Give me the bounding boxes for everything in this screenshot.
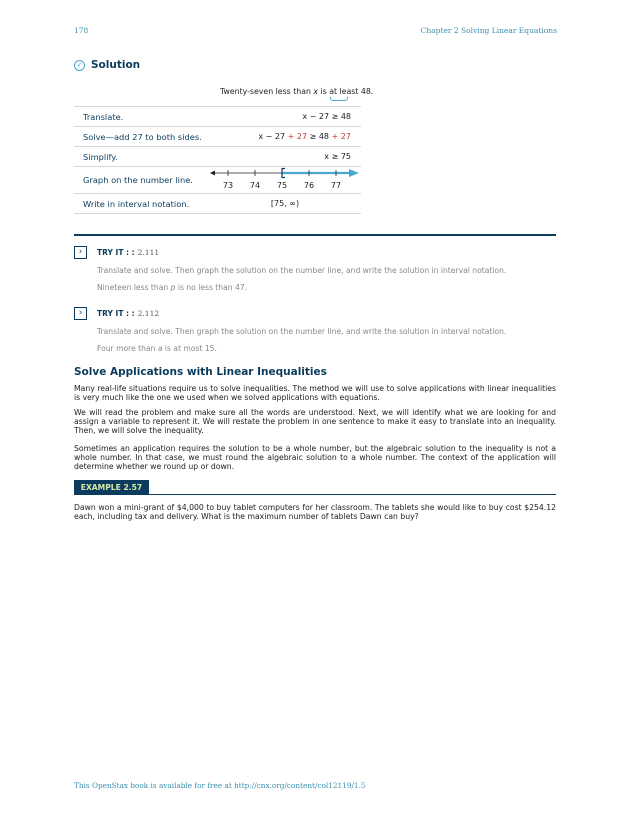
solution-heading <box>74 59 140 71</box>
math-part: x − 27 <box>258 132 288 141</box>
try-it-title: TRY IT : : <box>97 309 135 318</box>
step-math <box>209 127 361 147</box>
try-it-instruction: Translate and solve. Then graph the solution on the number line, and write the solution in interval notation. <box>97 266 507 275</box>
step-label: Graph on the number line. <box>83 175 193 185</box>
step-math: x − 27 ≥ 48 <box>302 112 351 121</box>
section-divider <box>74 234 556 236</box>
number-line-tick-label: 73 <box>222 181 234 190</box>
step-label: Write in interval notation. <box>83 198 190 209</box>
math-part: ≥ 48 <box>307 132 332 141</box>
step-label: Translate. <box>83 111 124 122</box>
try-it-problem <box>97 344 217 353</box>
problem-text: Four more than <box>97 344 158 353</box>
problem-text-end: is at most 15. <box>162 344 217 353</box>
number-line <box>210 167 360 191</box>
try-it-label <box>97 309 159 318</box>
chevron-right-icon[interactable]: › <box>74 307 87 320</box>
example-header <box>74 480 556 495</box>
footer-note: This OpenStax book is available for free at http://cnx.org/content/col12119/1.5 <box>74 781 366 790</box>
caption-text-end: is at least 48. <box>318 87 374 96</box>
solution-title: Solution <box>91 59 141 71</box>
try-it-number: 2.111 <box>137 248 160 257</box>
chapter-title: Chapter 2 Solving Linear Equations <box>420 26 557 35</box>
paragraph: Sometimes an application requires the solution to be a whole number, but the algebraic solution to the inequality is not a whole number. In that case, we must round the algebraic solution to a whole number. The context of the application will determine whether we round up or down. <box>74 444 556 472</box>
example-label: EXAMPLE 2.57 <box>74 480 149 495</box>
number-line-tick-label: 74 <box>249 181 261 190</box>
step-math: x ≥ 75 <box>324 152 351 161</box>
step-label: Solve—add 27 to both sides. <box>83 131 202 142</box>
section-title: Solve Applications with Linear Inequalities <box>74 366 327 378</box>
number-line-tick-label: 76 <box>303 181 315 190</box>
number-line-tick-label: 77 <box>330 181 342 190</box>
step-row <box>74 167 361 194</box>
math-added-term: + 27 <box>287 132 308 141</box>
number-line-tick-label: 75 <box>276 181 288 190</box>
problem-text: Nineteen less than <box>97 283 171 292</box>
problem-variable: p <box>170 283 176 292</box>
try-it-title: TRY IT : : <box>97 248 135 257</box>
try-it-label <box>97 248 159 257</box>
try-it-problem <box>97 283 247 292</box>
math-added-term: + 27 <box>331 132 351 141</box>
problem-variable: a <box>157 344 163 353</box>
step-math: [75, ∞) <box>270 199 300 208</box>
caption-variable: x <box>313 87 319 96</box>
chevron-right-icon[interactable]: › <box>74 246 87 259</box>
caption-text: Twenty-seven less than <box>220 87 314 96</box>
check-circle-icon: ✓ <box>74 60 85 71</box>
step-row <box>74 194 361 214</box>
step-label: Simplify. <box>83 151 118 162</box>
example-text: Dawn won a mini-grant of $4,000 to buy tablet computers for her classroom. The tablets she would like to buy cost $254.12 each, including tax and delivery. What is the maximum number of tablets Dawn can buy? <box>74 503 556 522</box>
left-arrow-icon <box>210 171 215 176</box>
solution-caption <box>220 87 373 96</box>
solution-steps-table <box>74 106 361 214</box>
try-it-number: 2.112 <box>137 309 160 318</box>
step-row <box>74 127 361 147</box>
try-it-instruction: Translate and solve. Then graph the solution on the number line, and write the solution in interval notation. <box>97 327 507 336</box>
page-number: 178 <box>74 26 89 35</box>
step-row <box>74 147 361 167</box>
number-line-cell <box>209 167 361 194</box>
step-row <box>74 107 361 127</box>
right-arrow-icon <box>349 169 359 177</box>
paragraph: Many real-life situations require us to solve inequalities. The method we will use to solve applications with linear inequalities is very much like the one we used when we solved applications with equations. <box>74 384 556 403</box>
paragraph: We will read the problem and make sure all the words are understood. Next, we will identify what we are looking for and assign a variable to represent it. We will restate the problem in one sentence to make it easy to translate into an inequality. Then, we will solve the inequality. <box>74 408 556 436</box>
problem-text-end: is no less than 47. <box>175 283 248 292</box>
underbrace-icon <box>330 97 348 101</box>
